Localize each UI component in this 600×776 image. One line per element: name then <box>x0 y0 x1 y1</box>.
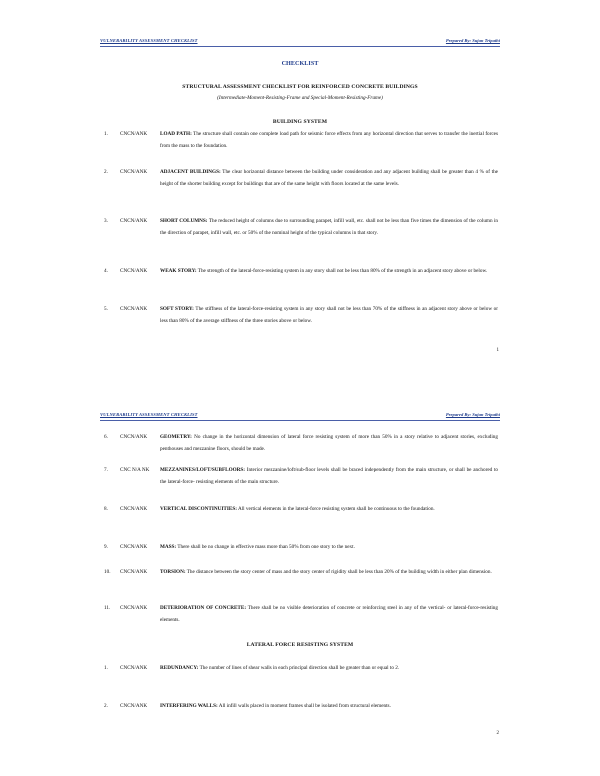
item-number: 11. <box>104 605 111 611</box>
running-header <box>100 410 500 421</box>
checklist-item <box>104 465 498 489</box>
item-number: 9. <box>104 544 108 550</box>
item-label: SOFT STORY: <box>160 306 194 312</box>
item-status-options[interactable]: CNCN/ANK <box>120 506 148 512</box>
checklist-item <box>104 432 498 456</box>
item-text: The structure shall contain one complete load path for seismic force effects from any horizontal direction that serves to transfer the inertial forces from the mass to the foundation. <box>160 131 499 149</box>
checklist-item <box>104 266 498 278</box>
document-page-2 <box>0 388 600 776</box>
document-subtitle: (Intermediate-Moment-Resisting-Frame and Special-Moment-Resisting-Frame) <box>217 95 383 101</box>
checklist-item <box>104 542 498 554</box>
item-status-options[interactable]: CNCN/ANK <box>120 268 148 274</box>
item-number: 2. <box>104 703 108 709</box>
checklist-item <box>104 663 498 675</box>
item-status-options[interactable]: CNCN/ANK <box>120 665 148 671</box>
checklist-item <box>104 603 498 627</box>
item-number: 5. <box>104 306 108 312</box>
item-label: INTERFERING WALLS: <box>160 703 218 709</box>
item-text: All infill walls placed in moment frames shall be isolated from structural elements. <box>217 703 391 709</box>
item-text: There shall be no change in effective mass more than 50% from one story to the next. <box>176 544 355 550</box>
item-number: 1. <box>104 665 108 671</box>
item-label: MEZZANINES/LOFT/SUBFLOORS: <box>160 467 246 473</box>
checklist-item <box>104 567 498 579</box>
item-text: The stiffness of the lateral-force-resisting system in any story shall not be less than 70% of the stiffness in an adjacent story above or below or less than 80% of the average stiffness of the three stories above or below. <box>160 306 498 324</box>
item-number: 7. <box>104 467 108 473</box>
item-label: SHORT COLUMNS: <box>160 218 208 224</box>
item-number: 8. <box>104 506 108 512</box>
section-heading-building-system: BUILDING SYSTEM <box>272 119 328 125</box>
item-status-options[interactable]: CNCN/ANK <box>120 131 148 137</box>
item-label: TORSION: <box>160 569 186 575</box>
page-number: 2 <box>496 731 499 736</box>
page-number: 1 <box>496 348 499 353</box>
section-heading-lateral-force: LATERAL FORCE RESISTING SYSTEM <box>246 642 354 648</box>
item-status-options[interactable]: CNCN/ANK <box>120 169 148 175</box>
checklist-item <box>104 504 498 516</box>
item-text: The distance between the story center of mass and the story center of rigidity shall be less than 20% of the building width in either plan dimension. <box>185 569 492 575</box>
item-number: 4. <box>104 268 108 274</box>
item-text: All vertical elements in the lateral-force resisting system shall be continuous to the foundation. <box>236 506 435 512</box>
item-text: The clear horizontal distance between the building under consideration and any adjacent building shall be greater than 4 % of the height of the shorter building except for buildings that are of the same height with floors located at the same levels. <box>160 169 498 187</box>
document-title: STRUCTURAL ASSESSMENT CHECKLIST FOR REINFORCED CONCRETE BUILDINGS <box>182 84 418 90</box>
item-label: MASS: <box>160 544 177 550</box>
header-left-title: VULNERABILITY ASSESSMENT CHECKLIST <box>100 412 198 417</box>
item-number: 1. <box>104 131 108 137</box>
item-label: WEAK STORY: <box>160 268 197 274</box>
item-label: DETERIORATION OF CONCRETE: <box>160 605 247 611</box>
item-text: The number of lines of shear walls in each principal direction shall be greater than or equal to 2. <box>198 665 400 671</box>
item-status-options[interactable]: CNC N/A NK <box>120 467 150 473</box>
item-label: REDUNDANCY: <box>160 665 199 671</box>
item-status-options[interactable]: CNCN/ANK <box>120 569 148 575</box>
item-number: 6. <box>104 434 108 440</box>
item-label: ADJACENT BUILDINGS: <box>160 169 221 175</box>
item-number: 3. <box>104 218 108 224</box>
running-header <box>100 36 500 47</box>
item-label: GEOMETRY: <box>160 434 192 440</box>
header-left-title: VULNERABILITY ASSESSMENT CHECKLIST <box>100 38 198 43</box>
item-text: The strength of the lateral-force-resisting system in any story shall not be less than 80% of the strength in an adjacent story above or below. <box>196 268 488 274</box>
item-text: The reduced height of columns due to surrounding parapet, infill wall, etc. shall not be less than five times the dimension of the column in the direction of parapet, infill wall, etc. or 50% of the nominal height of the typical columns in that story. <box>160 218 498 236</box>
header-author: Prepared By: Sujan Tripathi <box>445 412 500 417</box>
item-number: 10. <box>104 569 111 575</box>
item-text: No change in the horizontal dimension of lateral force resisting system of more than 50% in a story relative to adjacent stories, excluding penthouses and mezzanine floors, should be made. <box>160 434 498 452</box>
item-status-options[interactable]: CNCN/ANK <box>120 544 148 550</box>
item-number: 2. <box>104 169 108 175</box>
item-status-options[interactable]: CNCN/ANK <box>120 306 148 312</box>
checklist-item <box>104 167 498 191</box>
item-text: There shall be no visible deterioration of concrete or reinforcing steel in any of the vertical- or lateral-force-resisting elements. <box>160 605 498 623</box>
checklist-item <box>104 304 498 328</box>
item-status-options[interactable]: CNCN/ANK <box>120 218 148 224</box>
item-label: VERTICAL DISCONTINUITIES: <box>160 506 237 512</box>
item-status-options[interactable]: CNCN/ANK <box>120 703 148 709</box>
checklist-item <box>104 129 498 153</box>
item-label: LOAD PATH: <box>160 131 192 137</box>
checklist-item <box>104 701 498 713</box>
item-status-options[interactable]: CNCN/ANK <box>120 434 148 440</box>
header-author: Prepared By: Sujan Tripathi <box>445 38 500 43</box>
item-text: Interior mezzanine/loft/sub-floor levels shall be braced independently from the main structure, or shall be anchored to the lateral-force- resisting elements of the main structure. <box>160 467 498 485</box>
checklist-item <box>104 216 498 240</box>
item-status-options[interactable]: CNCN/ANK <box>120 605 148 611</box>
checklist-heading: CHECKLIST <box>281 60 319 67</box>
